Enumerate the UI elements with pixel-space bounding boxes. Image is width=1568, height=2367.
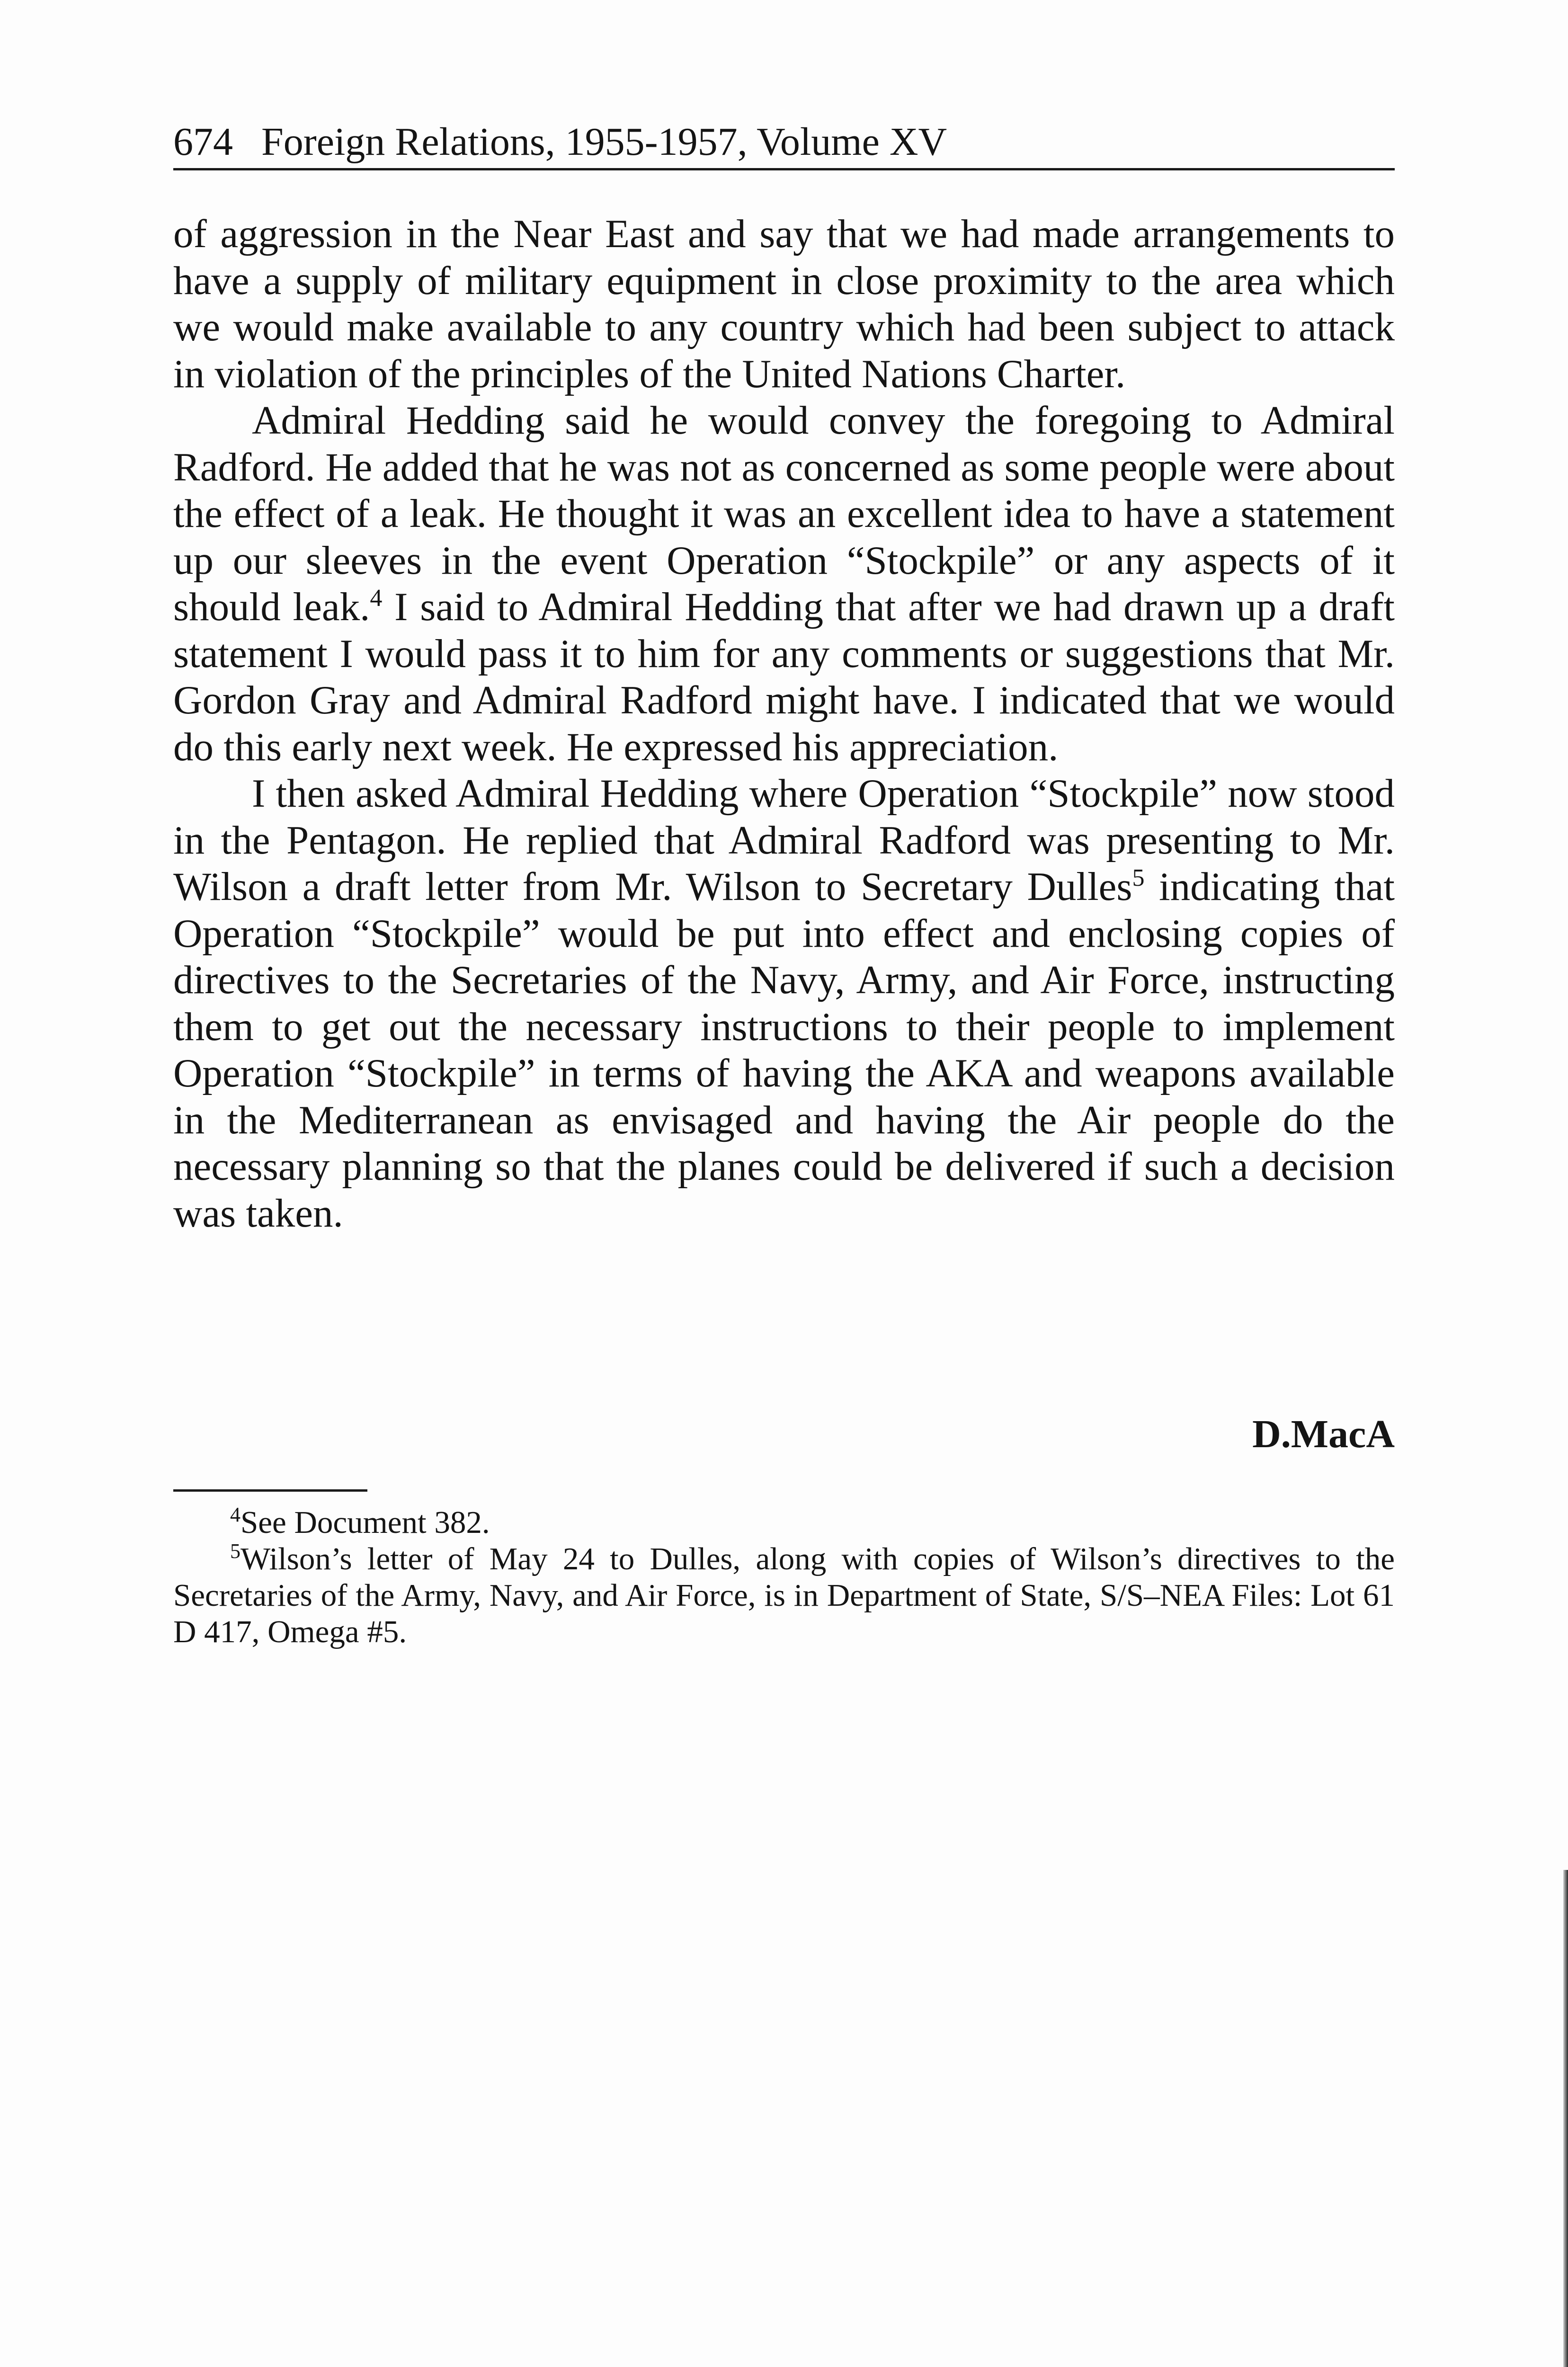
paragraph-2-text-a: Admiral Hedding said he would convey the foregoing to Admiral Radford. He added that he was not as concerned as some people were about the effect of a leak. He thought it was an excellent idea to have a statement up our sleeves in the event Operation “Stockpile” or any aspects of it should leak. bbox=[173, 398, 1395, 629]
footnote-divider bbox=[173, 1489, 367, 1492]
paragraph-3-text-a: I then asked Admiral Hedding where Operation “Stockpile” now stood in the Pentagon. He replied that Admiral Radford was presenting to Mr. Wilson a draft letter from Mr. Wilson to Secretary Dulles bbox=[173, 771, 1395, 909]
footnote-5 bbox=[173, 1541, 1395, 1650]
volume-title: Foreign Relations, 1955-1957, Volume XV bbox=[261, 120, 947, 164]
footnote-marker: 4 bbox=[230, 1503, 241, 1526]
paragraph-2 bbox=[173, 397, 1395, 770]
paragraph-2-text-b: I said to Admiral Hedding that after we had drawn up a draft statement I would pass it to him for any comments or suggestions that Mr. Gordon Gray and Admiral Radford might have. I indicated that we would do this early next week. He expressed his appreciation. bbox=[173, 585, 1395, 769]
footnotes bbox=[173, 1504, 1395, 1650]
scan-edge-shadow bbox=[1563, 1870, 1568, 2367]
footnote-ref-5: 5 bbox=[1132, 864, 1145, 891]
footnote-4 bbox=[173, 1504, 1395, 1541]
running-header bbox=[173, 116, 1395, 170]
footnote-text: See Document 382. bbox=[241, 1505, 490, 1540]
paragraph-1 bbox=[173, 211, 1395, 397]
footnote-marker: 5 bbox=[230, 1539, 241, 1563]
footnote-ref-4: 4 bbox=[370, 585, 383, 612]
page-number: 674 bbox=[173, 120, 233, 164]
paragraph-1-text: of aggression in the Near East and say that we had made arrangements to have a supply of military equipment in close proximity to the area which we would make available to any country which had been subject to attack in violation of the principles of the United Nations Charter. bbox=[173, 212, 1395, 396]
paragraph-3-text-b: indicating that Operation “Stockpile” would be put into effect and enclosing copies of directives to the Secretaries of the Navy, Army, and Air Force, instructing them to get out the necessary instructions to their people to implement Operation “Stockpile” in terms of having the AKA and weapons available in the Mediterranean as envisaged and having the Air people do the necessary planning so that the planes could be delivered if such a decision was taken. bbox=[173, 864, 1395, 1236]
paragraph-3 bbox=[173, 770, 1395, 1237]
signature-initials: D.MacA bbox=[1252, 1412, 1395, 1456]
footnote-text: Wilson’s letter of May 24 to Dulles, along with copies of Wilson’s directives to the Secretaries of the Army, Navy, and Air Force, is in Department of State, S/S–NEA Files: Lot 61 D 417, Omega #5. bbox=[173, 1541, 1395, 1649]
body-text bbox=[173, 211, 1395, 1237]
